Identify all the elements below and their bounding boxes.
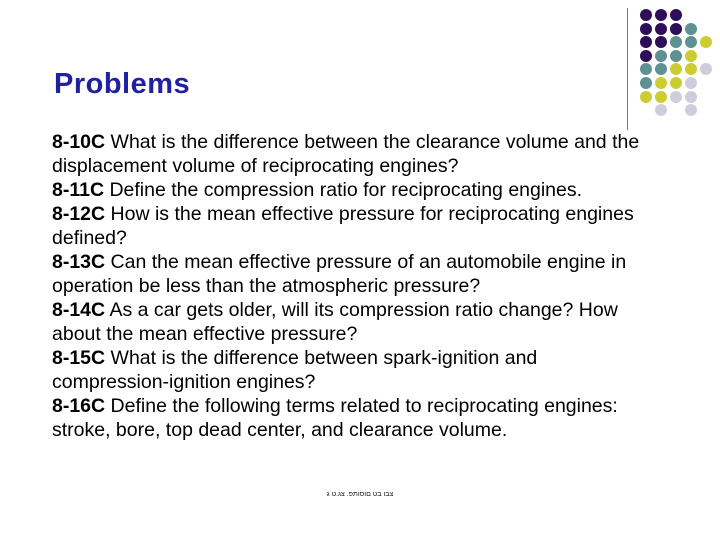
decorative-dot-purple	[640, 9, 652, 21]
decorative-dot-gray	[670, 91, 682, 103]
decorative-dot-purple	[655, 36, 667, 48]
decorative-dot-teal	[655, 63, 667, 75]
problem-item	[52, 130, 642, 178]
footer-credit-text: ג ט.גצ .פתוסום טב ובצ	[326, 491, 394, 498]
problem-statement: Define the compression ratio for reciprocating engines.	[104, 179, 583, 201]
decorative-dot-gray	[700, 63, 712, 75]
problem-statement: What is the difference between spark-ignition and compression-ignition engines?	[52, 347, 538, 393]
decorative-dot-gray	[685, 91, 697, 103]
decorative-dot-yellow	[685, 50, 697, 62]
problem-item	[52, 298, 642, 346]
problem-number: 8-12C	[52, 203, 106, 225]
decorative-dot-teal	[640, 77, 652, 89]
problem-statement: How is the mean effective pressure for reciprocating engines defined?	[52, 203, 634, 249]
decorative-dot-yellow	[640, 91, 652, 103]
problem-number: 8-14C	[52, 299, 106, 321]
problem-item	[52, 178, 642, 202]
problem-item	[52, 394, 642, 442]
problem-item	[52, 202, 642, 250]
decorative-dot-teal	[655, 50, 667, 62]
problem-statement: Define the following terms related to reciprocating engines: stroke, bore, top dead center, and clearance volume.	[52, 395, 618, 441]
decorative-dot-teal	[670, 36, 682, 48]
dot-pattern-decoration	[0, 0, 720, 140]
problems-text-block	[52, 130, 642, 442]
problem-number: 8-16C	[52, 395, 106, 417]
decorative-dot-purple	[640, 36, 652, 48]
slide-title: Problems	[54, 68, 191, 100]
decorative-dot-yellow	[655, 77, 667, 89]
decorative-dot-purple	[655, 9, 667, 21]
decorative-dot-purple	[655, 23, 667, 35]
decorative-dot-teal	[670, 50, 682, 62]
problem-number: 8-13C	[52, 251, 106, 273]
problem-statement: What is the difference between the clearance volume and the displacement volume of reciprocating engines?	[52, 131, 640, 177]
decorative-dot-yellow	[670, 63, 682, 75]
decorative-dot-yellow	[655, 91, 667, 103]
problem-item	[52, 250, 642, 298]
decorative-dot-gray	[685, 104, 697, 116]
decorative-dot-teal	[640, 63, 652, 75]
problem-number: 8-11C	[52, 179, 105, 201]
problem-statement: Can the mean effective pressure of an automobile engine in operation be less than the atmospheric pressure?	[52, 251, 627, 297]
decorative-dot-yellow	[685, 63, 697, 75]
decorative-dot-purple	[670, 9, 682, 21]
decorative-dot-yellow	[700, 36, 712, 48]
decorative-dot-teal	[685, 36, 697, 48]
decorative-dot-purple	[670, 23, 682, 35]
decorative-dot-gray	[685, 77, 697, 89]
problem-number: 8-10C	[52, 131, 106, 153]
decorative-dot-teal	[685, 23, 697, 35]
problem-number: 8-15C	[52, 347, 106, 369]
decorative-dot-purple	[640, 50, 652, 62]
decorative-dot-purple	[640, 23, 652, 35]
problem-item	[52, 346, 642, 394]
problem-statement: As a car gets older, will its compression ratio change? How about the mean effective pressure?	[52, 299, 618, 345]
decorative-dot-yellow	[670, 77, 682, 89]
decorative-dot-gray	[655, 104, 667, 116]
